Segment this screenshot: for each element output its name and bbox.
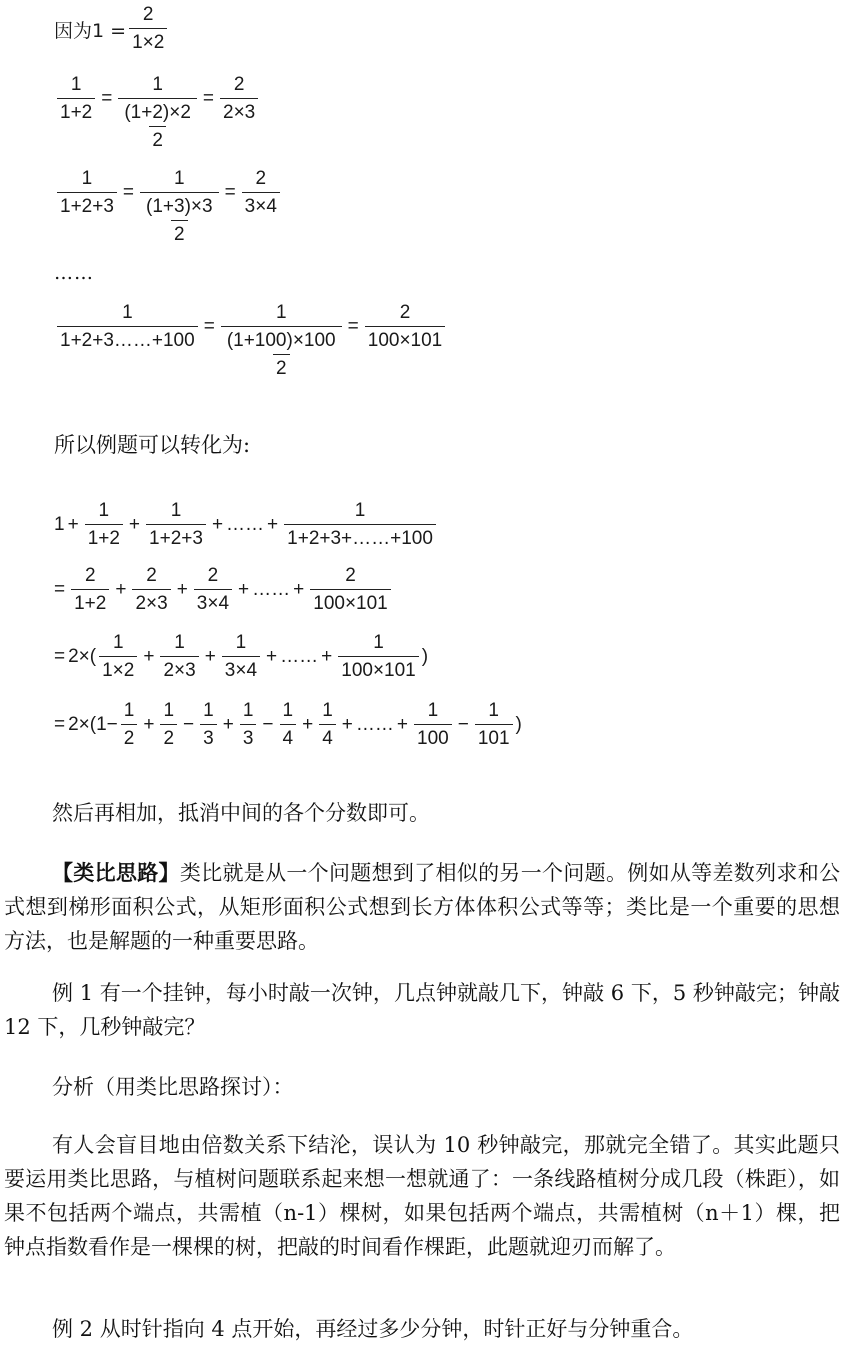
fraction: $\frac{1}{1+2+3\dots\dots+100}$ <box>57 302 198 352</box>
paragraph-analysis: 分析（用类比思路探讨）： <box>52 1075 294 1099</box>
section-heading: 【类比思路】 <box>52 860 180 885</box>
fraction: $\frac{1}{4}$ <box>280 700 297 750</box>
fraction: $\frac{1}{101}$ <box>475 700 513 750</box>
fraction: $\frac{1}{2\times 3}$ <box>160 632 198 682</box>
transform-line-2: = $\frac{2}{1+2}$ + $\frac{2}{2\times 3}$ + $\frac{2}{3\times 4}$ + …… + $\frac{2}{100\times 101}$ <box>54 565 394 615</box>
paragraph-solution: 有人会盲目地由倍数关系下结沦，误认为 10 秒钟敲完，那就完全错了。其实此题只要运用类比思路，与植树问题联系起来想一想就通了：一条线路植树分成几段（株距），如果不包括两个端点，共需植（n-1）棵树，如果包括两个端点，共需植树（n＋1）棵，把钟点指数看作是一棵棵的树，把敲的时间看作棵距，此题就迎刃而解了。 <box>4 1133 840 1259</box>
fraction: $\frac{2}{100\times 101}$ <box>310 565 391 615</box>
ellipsis: …… <box>54 262 94 284</box>
complex-fraction: $\frac{1}{\frac{(1+100)\times 100}{2}}$ <box>221 302 342 380</box>
complex-fraction: $\frac{1}{\frac{(1+3)\times 3}{2}}$ <box>140 168 219 246</box>
fraction: $\frac{2}{2\times 3}$ <box>220 74 258 124</box>
fraction: $\frac{2}{1\times 2}$ <box>129 4 167 54</box>
paragraph-analogy: 【类比思路】类比就是从一个问题想到了相似的另一个问题。例如从等差数列求和公式想到梯形面积公式，从矩形面积公式想到长方体体积公式等等；类比是一个重要的思想方法，也是解题的一种重要思路。 <box>4 860 841 953</box>
formula-row-1: $\frac{1}{1+2}$ = $\frac{1}{\frac{(1+2)\times 2}{2}}$ = $\frac{2}{2\times 3}$ <box>54 74 261 152</box>
fraction: $\frac{1}{3}$ <box>240 700 257 750</box>
fraction: $\frac{1}{2}$ <box>160 700 177 750</box>
fraction: $\frac{1}{3}$ <box>200 700 217 750</box>
fraction: $\frac{1}{4}$ <box>319 700 336 750</box>
fraction: $\frac{1}{1+2+3}$ <box>146 500 206 550</box>
fraction: $\frac{1}{100}$ <box>414 700 452 750</box>
fraction: $\frac{2}{1+2}$ <box>71 565 109 615</box>
paragraph-so: 所以例题可以转化为: <box>54 433 251 457</box>
transform-line-4: = 2× (1− $\frac{1}{2}$ + $\frac{1}{2}$ − $\frac{1}{3}$ + $\frac{1}{3}$ − $\frac{1}{4}$ + $\frac{1}{4}$ + …… + $\frac{1}{100}$ − $\frac{1}{101}$ ) <box>54 700 522 749</box>
formula-row-2: $\frac{1}{1+2+3}$ = $\frac{1}{\frac{(1+3)\times 3}{2}}$ = $\frac{2}{3\times 4}$ <box>54 168 283 246</box>
transform-line-1: 1 + $\frac{1}{1+2}$ + $\frac{1}{1+2+3}$ + …… + $\frac{1}{1+2+3+\dots\dots+100}$ <box>54 500 439 550</box>
fraction: $\frac{1}{1+2+3}$ <box>57 168 117 218</box>
formula-intro <box>54 4 170 54</box>
transform-line-3: = 2× ( $\frac{1}{1\times 2}$ + $\frac{1}{2\times 3}$ + $\frac{1}{3\times 4}$ + …… + $\frac{1}{100\times 101}$ ) <box>54 632 429 681</box>
fraction: $\frac{2}{3\times 4}$ <box>194 565 232 615</box>
fraction: $\frac{1}{1+2+3+\dots\dots+100}$ <box>284 500 436 550</box>
fraction: $\frac{2}{3\times 4}$ <box>242 168 280 218</box>
fraction: $\frac{1}{100\times 101}$ <box>338 632 419 682</box>
paragraph-example-2: 例 2 从时针指向 4 点开始，再经过多少分钟，时针正好与分钟重合。 <box>52 1317 694 1341</box>
fraction: $\frac{1}{1\times 2}$ <box>99 632 137 682</box>
fraction: $\frac{2}{100\times 101}$ <box>365 302 446 352</box>
formula-row-3: $\frac{1}{1+2+3\dots\dots+100}$ = $\frac{1}{\frac{(1+100)\times 100}{2}}$ = $\frac{2}{100\times 101}$ <box>54 302 448 380</box>
fraction: $\frac{1}{1+2}$ <box>57 74 95 124</box>
fraction: $\frac{2}{2\times 3}$ <box>132 565 170 615</box>
fraction: $\frac{1}{2}$ <box>121 700 138 750</box>
fraction: $\frac{1}{3\times 4}$ <box>222 632 260 682</box>
intro-text: 因为1 = <box>54 19 127 42</box>
complex-fraction: $\frac{1}{\frac{(1+2)\times 2}{2}}$ <box>118 74 197 152</box>
fraction: $\frac{1}{1+2}$ <box>85 500 123 550</box>
paragraph-then: 然后再相加，抵消中间的各个分数即可。 <box>52 801 430 825</box>
paragraph-example-1: 例 1 有一个挂钟，每小时敲一次钟，几点钟就敲几下，钟敲 6 下，5 秒钟敲完；钟敲 12 下，几秒钟敲完？ <box>4 981 840 1039</box>
